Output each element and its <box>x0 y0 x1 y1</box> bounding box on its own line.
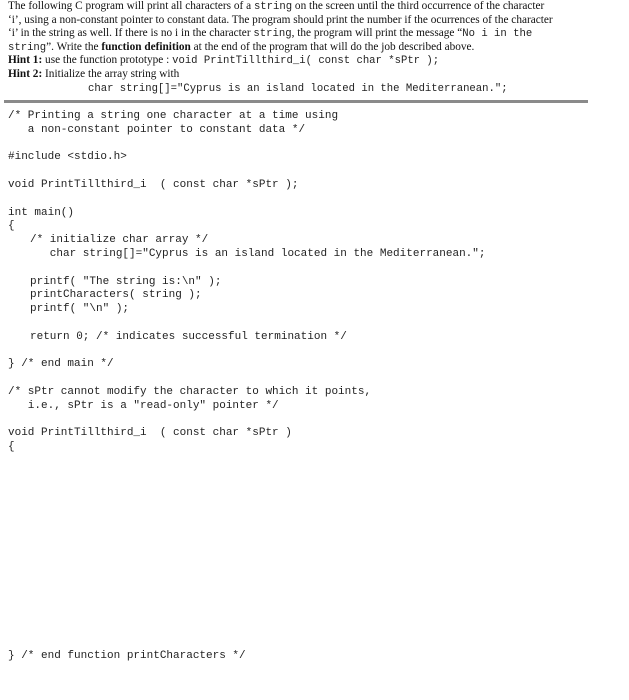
problem-line-4 <box>8 41 598 55</box>
emphasis-text: function definition <box>101 40 191 53</box>
code-comment: i.e., sPtr is a "read-only" pointer */ <box>8 399 279 412</box>
code-brace: } /* end main */ <box>8 358 114 371</box>
code-listing <box>8 110 608 664</box>
blank-line <box>8 372 608 386</box>
hint-1 <box>8 54 598 68</box>
inline-code: string <box>8 41 47 54</box>
blank-line <box>8 414 608 428</box>
code-brace: { <box>8 441 15 454</box>
problem-text: on the screen until the third occurrence of the character <box>292 0 545 12</box>
hint-2-code-line <box>8 82 598 96</box>
problem-line-3 <box>8 27 598 41</box>
code-comment: /* Printing a string one character at a time using <box>8 110 339 122</box>
code-prototype: void PrintTillthird_i ( const char *sPtr ); <box>8 178 299 191</box>
code-statement: char string[]="Cyprus is an island located in the Mediterranean."; <box>30 247 486 260</box>
inline-code: string <box>253 1 293 13</box>
section-divider <box>4 100 588 103</box>
code-brace: { <box>8 220 15 233</box>
code-statement: printCharacters( string ); <box>30 289 202 302</box>
empty-function-body <box>8 455 608 650</box>
problem-statement <box>8 0 598 95</box>
inline-code: No i in the <box>462 28 533 41</box>
code-comment: a non-constant pointer to constant data */ <box>8 123 306 136</box>
code-comment: /* initialize char array */ <box>30 234 209 247</box>
hint-label: Hint 2: <box>8 67 43 80</box>
blank-line <box>8 317 608 331</box>
problem-text: , the program will print the message “ <box>291 27 463 40</box>
problem-text: at the end of the program that will do the job described above. <box>190 40 475 53</box>
code-main-signature: int main() <box>8 206 75 219</box>
code-statement: return 0; /* indicates successful termination */ <box>30 330 347 343</box>
code-statement: printf( "\n" ); <box>30 303 130 316</box>
code-comment: /* sPtr cannot modify the character to which it points, <box>8 385 372 398</box>
problem-text: ”. Write the <box>46 40 102 53</box>
inline-code: string <box>253 28 292 41</box>
blank-line <box>8 138 608 152</box>
problem-text: ‘i’ in the string as well. If there is no i in the character <box>8 27 254 40</box>
inline-code: void PrintTillthird_i( const char *sPtr ); <box>172 55 440 68</box>
blank-line <box>8 262 608 276</box>
problem-text: ‘i’, using a non-constant pointer to constant data. The program should print the number if the ocurrences of the character <box>8 13 553 26</box>
hint-text: Initialize the array string with <box>42 67 180 80</box>
code-statement: printf( "The string is:\n" ); <box>30 275 222 288</box>
problem-line-1 <box>8 0 598 14</box>
code-function-signature: void PrintTillthird_i ( const char *sPtr ) <box>8 427 292 440</box>
inline-code: char string[]="Cyprus is an island located in the Mediterranean."; <box>88 82 508 95</box>
problem-text: The following C program will print all characters of a <box>8 0 254 12</box>
hint-2 <box>8 68 598 82</box>
blank-line <box>8 165 608 179</box>
blank-line <box>8 193 608 207</box>
hint-text: use the function prototype : <box>42 54 173 67</box>
hint-label: Hint 1: <box>8 54 43 67</box>
code-brace: } /* end function printCharacters */ <box>8 649 246 662</box>
problem-line-2 <box>8 14 598 28</box>
code-include: #include <stdio.h> <box>8 151 127 164</box>
blank-line <box>8 345 608 359</box>
